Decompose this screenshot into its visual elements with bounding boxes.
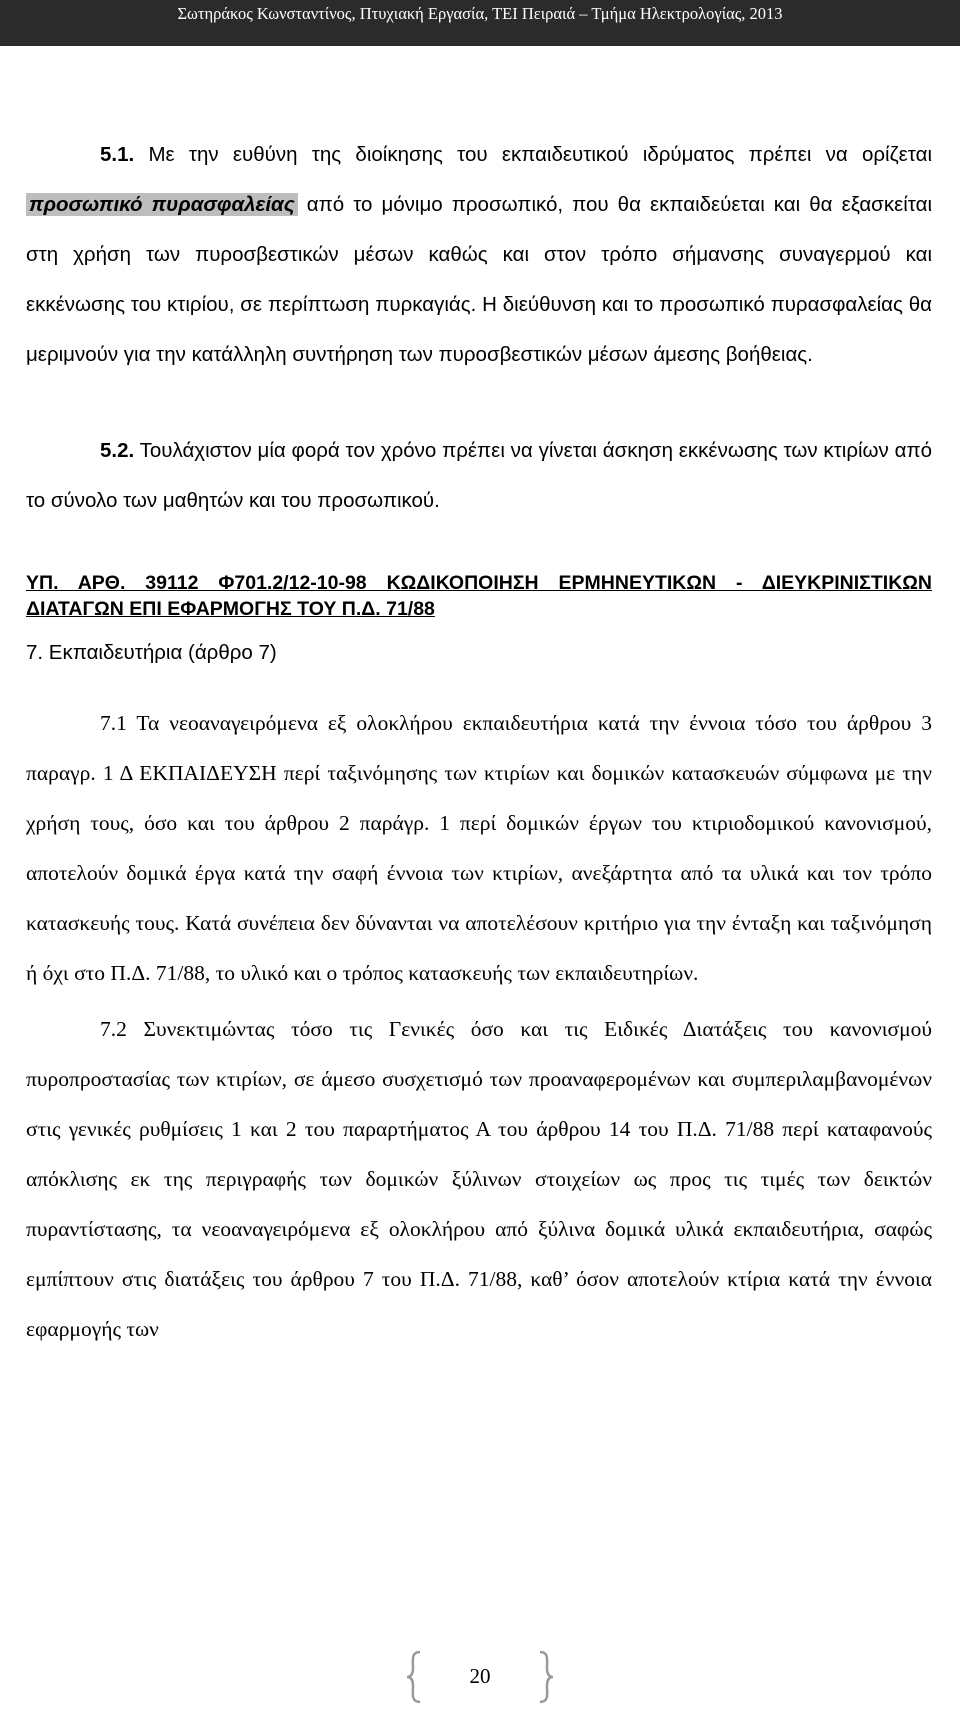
article-title: 7. Εκπαιδευτήρια (άρθρο 7) (26, 641, 277, 664)
header-text: Σωτηράκος Κωνσταντίνος, Πτυχιακή Εργασία, ΤΕΙ Πειραιά – Τμήμα Ηλεκτρολογίας, 2013 (177, 4, 783, 23)
document-body (26, 130, 932, 1354)
running-header (0, 0, 960, 46)
paragraph-5-1-text-a: Με την ευθύνη της διοίκησης του εκπαιδευτικού ιδρύματος πρέπει να ορίζεται (134, 143, 932, 166)
paragraph-7-1: 7.1 Τα νεοαναγειρόμενα εξ ολοκλήρου εκπαιδευτήρια κατά την έννοια τόσο του άρθρου 3 παραγρ. 1 Δ ΕΚΠΑΙΔΕΥΣΗ περί ταξινόμησης των κτιρίων και δομικών κατασκευών σύμφωνα με την χρήση τους, όσο και του άρθρου 2 παράγρ. 1 περί δομικών έργων του κτιριοδομικού κανονισμού, αποτελούν δομικά έργα κατά την σαφή έννοια των κτιρίων, ανεξάρτητα από τα υλικά και τον τρόπο κατασκευής τους. Κατά συνέπεια δεν δύνανται να αποτελέσουν κριτήριο για την ένταξη και ταξινόμηση ή όχι στο Π.Δ. 71/88, το υλικό και ο τρόπος κατασκευής των εκπαιδευτηρίων. (26, 711, 932, 985)
paragraph-5-1-text-b: από το μόνιμο προσωπικό, που θα εκπαιδεύεται και θα εξασκείται στη χρήση των πυροσβεστικών μέσων καθώς και στον τρόπο σήμανσης συναγερμού και εκκένωσης του κτιρίου, σε περίπτωση πυρκαγιάς. Η διεύθυνση και το προσωπικό πυρασφαλείας θα μεριμνούν για την κατάλληλη συντήρηση των πυροσβεστικών μέσων άμεσης βοήθειας. (26, 193, 932, 366)
highlighted-term: προσωπικό πυρασφαλείας (26, 193, 298, 216)
page-footer (405, 1650, 555, 1710)
paragraph-5-2 (26, 426, 932, 526)
right-brace-icon (537, 1650, 555, 1704)
section-number-5-1: 5.1. (100, 143, 135, 166)
section-number-5-2: 5.2. (100, 439, 135, 462)
page-number: 20 (469, 1664, 491, 1688)
paragraph-7-2: 7.2 Συνεκτιμώντας τόσο τις Γενικές όσο και τις Ειδικές Διατάξεις του κανονισμού πυροπροστασίας των κτιρίων, σε άμεσο συσχετισμό των προαναφερομένων και συμπεριλαμβανομένων στις γενικές ρυθμίσεις 1 και 2 του παραρτήματος Α του άρθρου 14 του Π.Δ. 71/88 περί καταφανούς απόκλισης εκ της περιγραφής των δομικών ξύλινων στοιχείων ως προς τις τιμές των δεικτών πυραντίστασης, τα νεοαναγειρόμενα εξ ολοκλήρου από ξύλινα δομικά υλικά εκπαιδευτήρια, σαφώς εμπίπτουν στις διατάξεις του άρθρου 7 του Π.Δ. 71/88, καθ’ όσον αποτελούν κτίρια κατά την έννοια εφαρμογής των (26, 1017, 932, 1341)
paragraph-5-1 (26, 130, 932, 380)
law-heading: ΥΠ. ΑΡΘ. 39112 Φ701.2/12-10-98 ΚΩΔΙΚΟΠΟΙΗΣΗ ΕΡΜΗΝΕΥΤΙΚΩΝ - ΔΙΕΥΚΡΙΝΙΣΤΙΚΩΝ ΔΙΑΤΑΓΩΝ ΕΠΙ ΕΦΑΡΜΟΓΗΣ ΤΟΥ Π.Δ. 71/88 (26, 572, 932, 620)
paragraph-5-2-text: Τουλάχιστον μία φορά τον χρόνο πρέπει να γίνεται άσκηση εκκένωσης των κτιρίων από το σύνολο των μαθητών και του προσωπικού. (26, 439, 932, 512)
